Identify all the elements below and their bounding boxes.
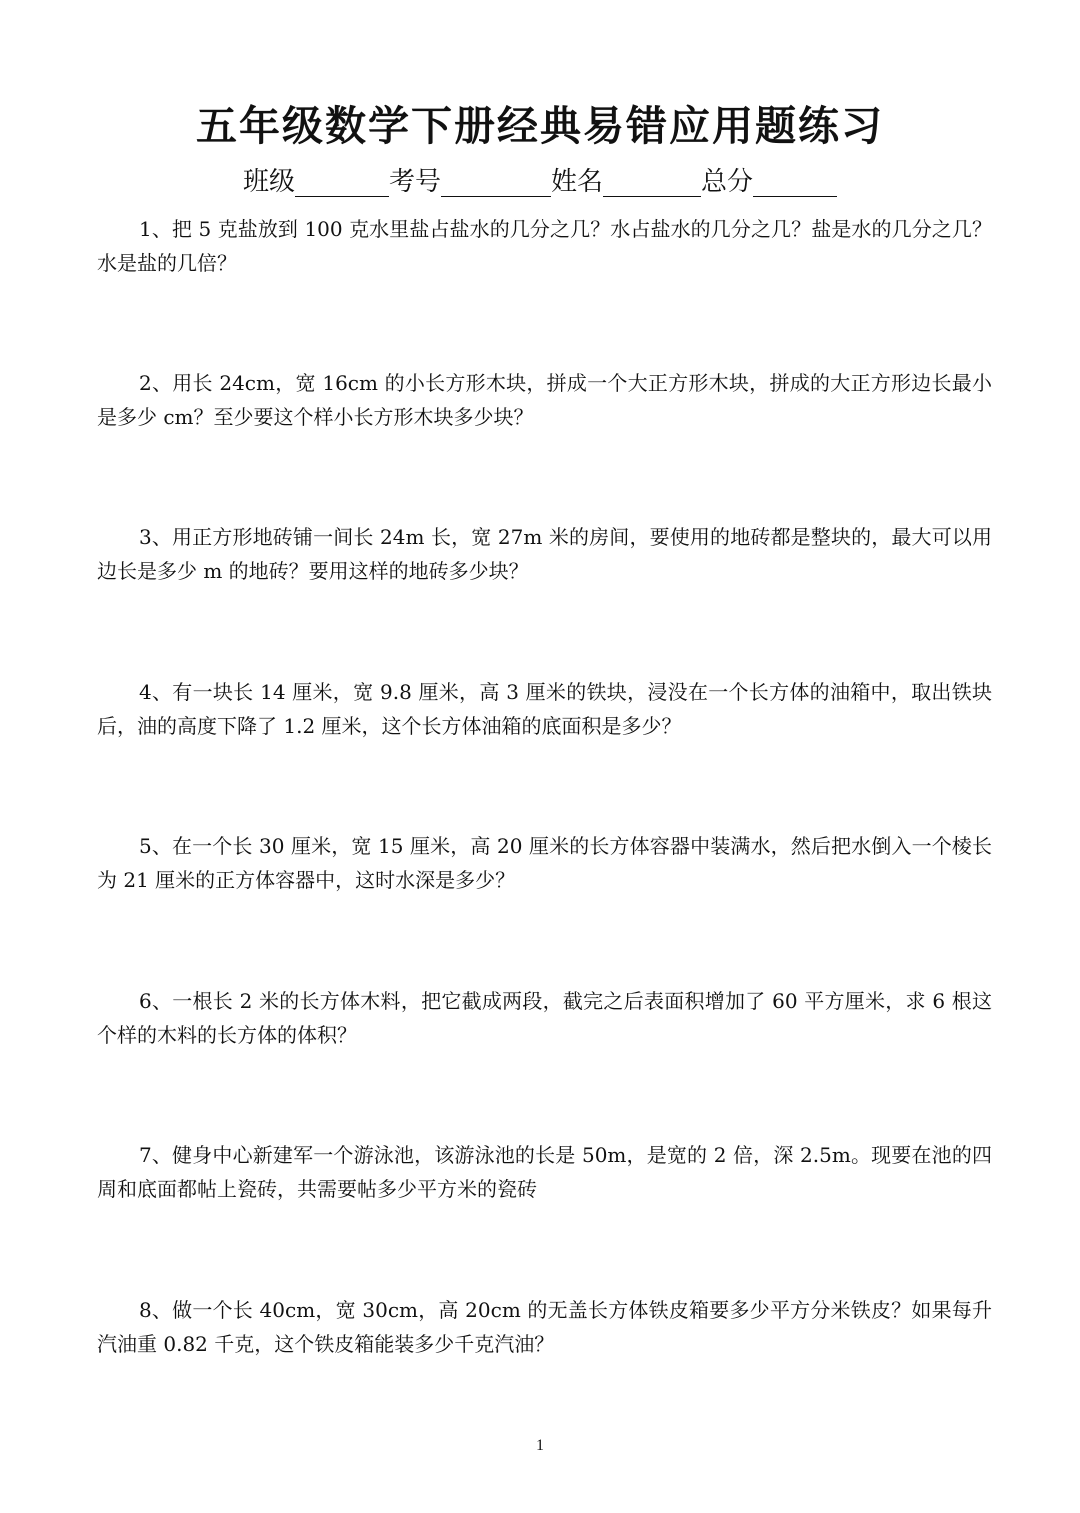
question-5: 5、在一个长 30 厘米，宽 15 厘米，高 20 厘米的长方体容器中装满水，然后把水倒入一个棱长为 21 厘米的正方体容器中，这时水深是多少？ (97, 834, 992, 892)
name-label: 姓名 (551, 167, 604, 197)
student-info-row (0, 164, 1080, 200)
name-blank-line (603, 168, 701, 197)
question-7: 7、健身中心新建军一个游泳池，该游泳池的长是 50m，是宽的 2 倍，深 2.5m。现要在池的四周和底面都帖上瓷砖，共需要帖多少平方米的瓷砖 (97, 1143, 992, 1201)
question-8: 8、做一个长 40cm，宽 30cm，高 20cm 的无盖长方体铁皮箱要多少平方分米铁皮？如果每升汽油重 0.82 千克，这个铁皮箱能装多少千克汽油？ (97, 1298, 992, 1356)
question-6: 6、一根长 2 米的长方体木料，把它截成两段，截完之后表面积增加了 60 平方厘米，求 6 根这个样的木料的长方体的体积？ (97, 989, 992, 1047)
exam-number-label: 考号 (388, 167, 441, 197)
class-label: 班级 (242, 167, 295, 197)
name-field (551, 164, 701, 200)
class-blank-line (295, 168, 389, 197)
exam-number-blank-line (441, 168, 551, 197)
worksheet-title: 五年级数学下册经典易错应用题练习 (196, 102, 884, 150)
question-4: 4、有一块长 14 厘米，宽 9.8 厘米，高 3 厘米的铁块，浸没在一个长方体的油箱中，取出铁块后，油的高度下降了 1.2 厘米，这个长方体油箱的底面积是多少？ (97, 680, 992, 738)
total-score-field (701, 164, 837, 200)
question-1: 1、把 5 克盐放到 100 克水里盐占盐水的几分之几？水占盐水的几分之几？盐是水的几分之几？水是盐的几倍？ (97, 217, 992, 275)
exam-number-field (389, 164, 551, 200)
total-score-blank-line (753, 168, 837, 197)
class-field (243, 164, 389, 200)
question-3: 3、用正方形地砖铺一间长 24m 长，宽 27m 米的房间，要使用的地砖都是整块的，最大可以用边长是多少 m 的地砖？要用这样的地砖多少块？ (97, 525, 992, 583)
total-score-label: 总分 (701, 167, 754, 197)
page-number: 1 (536, 1437, 544, 1454)
question-2: 2、用长 24cm，宽 16cm 的小长方形木块，拼成一个大正方形木块，拼成的大正方形边长最小是多少 cm？至少要这个样小长方形木块多少块？ (97, 371, 992, 429)
